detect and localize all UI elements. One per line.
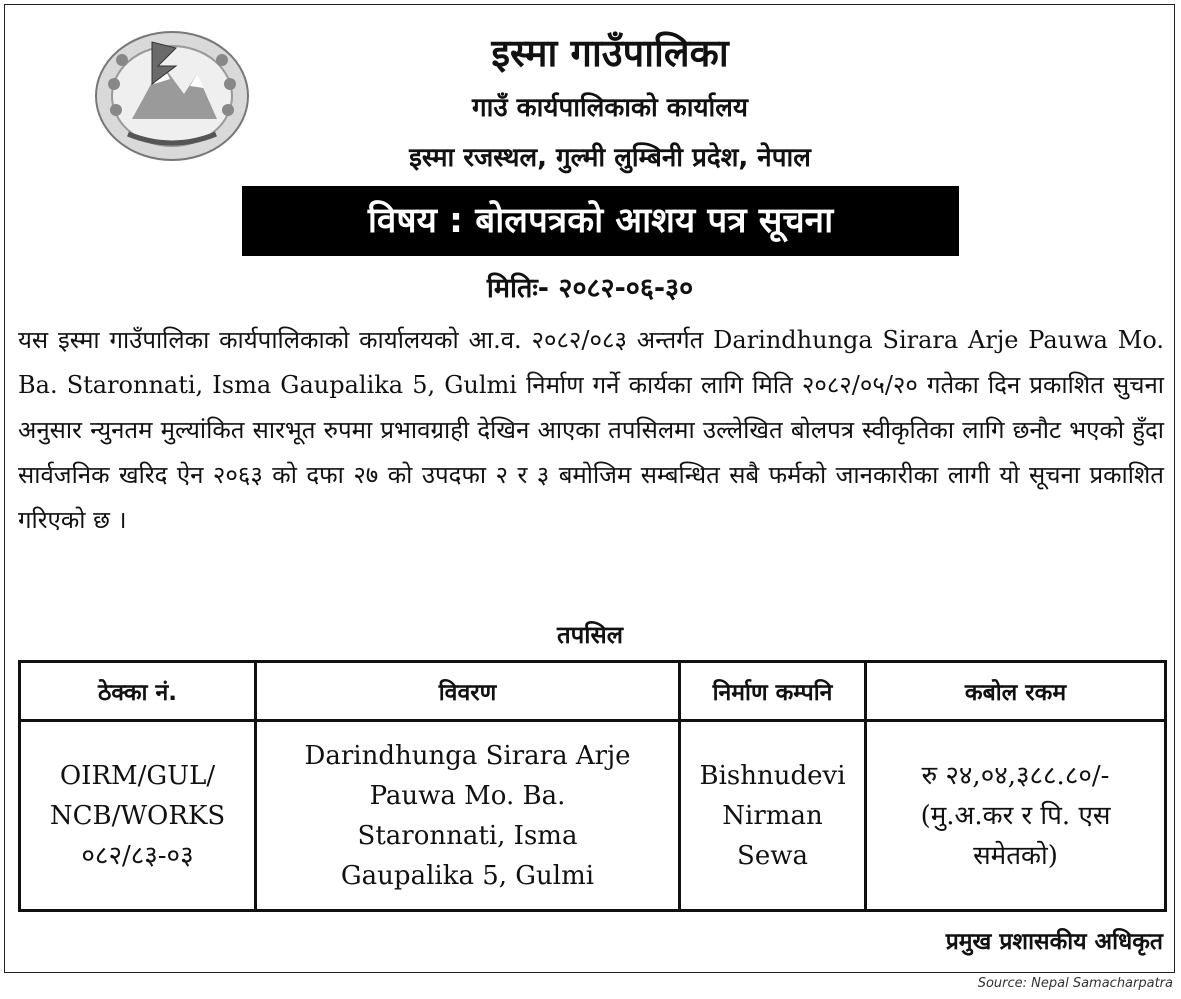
company-line: Nirman bbox=[722, 800, 823, 831]
company-line: Bishnudevi bbox=[699, 760, 846, 791]
header-amount: कबोल रकम bbox=[866, 662, 1166, 721]
bid-table bbox=[18, 660, 1167, 912]
contract-no-line: ०८२/८३-०३ bbox=[81, 840, 194, 871]
notice-date: मितिः- २०८२-०६-३० bbox=[486, 273, 694, 304]
table-header-row bbox=[20, 662, 1166, 721]
notice-body: यस इस्मा गाउँपालिका कार्यपालिकाको कार्यालयको आ.व. २०८२/०८३ अन्तर्गत Darindhunga Sirara Arje Pauwa Mo. Ba. Staronnati, Isma Gaupalika 5, Gulmi निर्माण गर्ने कार्यका लागि मिति २०८२/०५/२० गतेका दिन प्रकाशित सुचना अनुसार न्युनतम मुल्यांकित सारभूत रुपमा प्रभावग्राही देखिन आएका तपसिलमा उल्लेखित बोलपत्र स्वीकृतिका लागि छनौट भएको हुँदा सार्वजनिक खरिद ऐन २०६३ को दफा २७ को उपदफा २ र ३ बमोजिम सम्बन्धित सबै फर्मको जानकारीका लागी यो सूचना प्रकाशित गरिएको छ । bbox=[18, 326, 1164, 534]
source-credit: Source: Nepal Samacharpatra bbox=[977, 976, 1173, 991]
description-line: Staronnati, Isma bbox=[357, 820, 578, 851]
amount-line: रु २४,०४,३८८.८०/- bbox=[921, 760, 1110, 791]
cell-description bbox=[256, 721, 680, 911]
notice-subject: विषय : बोलपत्रको आशय पत्र सूचना bbox=[242, 186, 959, 256]
header-contract-no: ठेक्का नं. bbox=[20, 662, 256, 721]
cell-amount bbox=[866, 721, 1166, 911]
contract-no-line: NCB/WORKS bbox=[49, 800, 226, 831]
table-row bbox=[20, 721, 1166, 911]
nepal-government-emblem-icon bbox=[92, 24, 252, 162]
cell-company bbox=[680, 721, 866, 911]
company-line: Sewa bbox=[737, 840, 808, 871]
municipality-title: इस्मा गाउँपालिका bbox=[491, 31, 729, 75]
signatory-title: प्रमुख प्रशासकीय अधिकृत bbox=[945, 929, 1163, 955]
description-line: Gaupalika 5, Gulmi bbox=[340, 860, 595, 891]
office-name: गाउँ कार्यपालिकाको कार्यालय bbox=[472, 93, 748, 123]
cell-contract-no bbox=[20, 721, 256, 911]
header-company: निर्माण कम्पनि bbox=[680, 662, 866, 721]
schedule-heading: तपसिल bbox=[556, 621, 624, 649]
amount-line: समेतको) bbox=[973, 840, 1058, 871]
contract-no-line: OIRM/GUL/ bbox=[59, 760, 216, 791]
header-description: विवरण bbox=[256, 662, 680, 721]
office-address: इस्मा रजस्थल, गुल्मी लुम्बिनी प्रदेश, नेपाल bbox=[409, 143, 811, 173]
amount-line: (मु.अ.कर र पि. एस bbox=[920, 800, 1111, 831]
description-line: Darindhunga Sirara Arje bbox=[304, 740, 631, 771]
description-line: Pauwa Mo. Ba. bbox=[369, 780, 566, 811]
